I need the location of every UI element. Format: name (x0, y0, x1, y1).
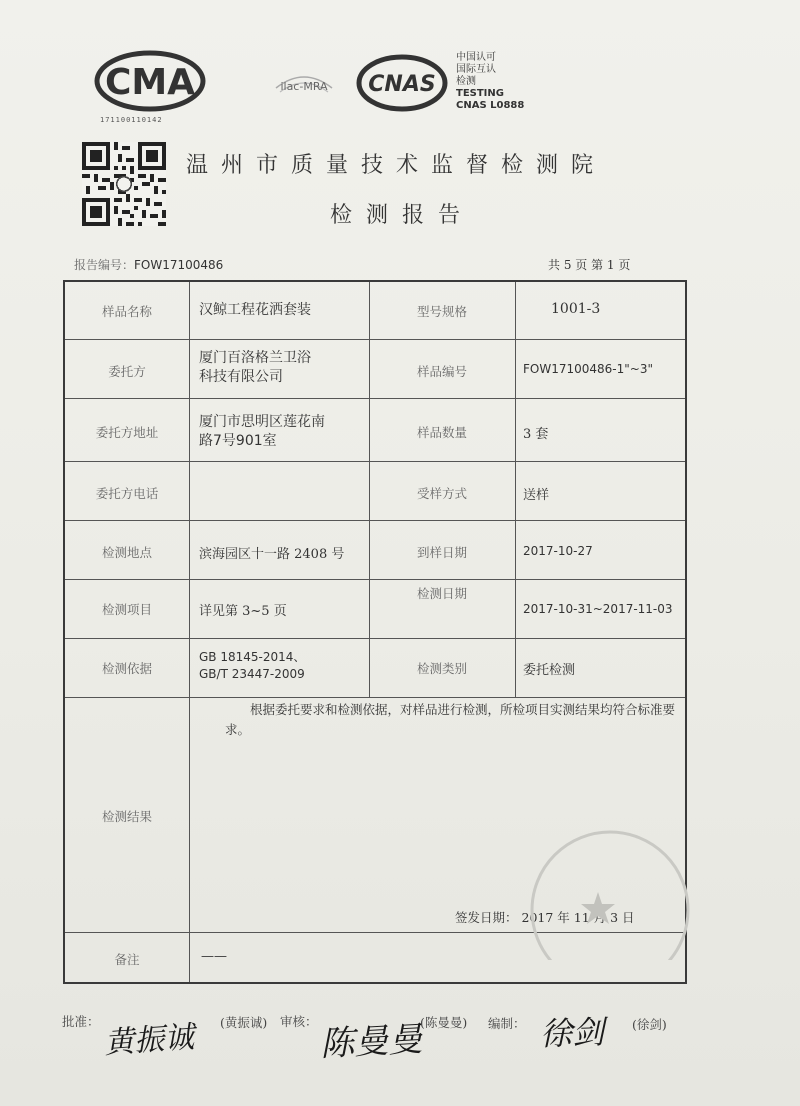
arrival-label: 到样日期 (416, 545, 467, 560)
prepare-name: (徐剑) (632, 1017, 667, 1032)
client-line2: 科技有限公司 (199, 369, 283, 385)
address-label: 委托方地址 (95, 425, 159, 440)
cnas-logo (356, 54, 448, 112)
official-seal (520, 820, 720, 960)
quantity-value: 3 套 (523, 427, 549, 442)
sample-no-value: FOW17100486-1"~3" (523, 362, 653, 376)
cma-logo (94, 50, 206, 112)
cnas-line: 检测 (456, 76, 476, 87)
row-divider (65, 579, 685, 580)
issue-date-value: 2017 年 11 月 3 日 (521, 910, 635, 925)
cnas-line: 中国认可 (456, 52, 496, 63)
review-name: (陈曼曼) (420, 1015, 468, 1030)
phone-label: 委托方电话 (95, 486, 159, 501)
row-divider (65, 697, 685, 698)
svg-text:CMA: CMA (104, 62, 196, 103)
svg-text:ilac-MRA: ilac-MRA (280, 80, 328, 93)
basis-line2: GB/T 23447-2009 (199, 667, 305, 681)
receive-value: 送样 (523, 488, 550, 503)
ilac-mra-logo (266, 66, 342, 102)
row-divider (65, 461, 685, 462)
model-value: 1001-3 (551, 301, 601, 317)
test-date-value: 2017-10-31~2017-11-03 (523, 602, 673, 616)
cnas-accreditation-text (456, 52, 524, 112)
col-divider (515, 282, 516, 697)
test-date-label: 检测日期 (416, 586, 467, 601)
qr-code[interactable] (82, 142, 166, 226)
address-line2: 路7号901室 (199, 433, 277, 449)
client-label: 委托方 (108, 364, 146, 379)
basis-line1: GB 18145-2014、 (199, 650, 306, 664)
row-divider (65, 398, 685, 399)
row-divider (65, 339, 685, 340)
svg-text:CNAS: CNAS (368, 72, 436, 97)
sample-name-label: 样品名称 (101, 304, 152, 319)
items-label: 检测项目 (101, 602, 152, 617)
basis-label: 检测依据 (101, 661, 152, 676)
cnas-line: CNAS L0888 (456, 100, 525, 111)
institution-name: 温州市质量技术监督检测院 (186, 153, 607, 178)
model-label: 型号规格 (416, 304, 467, 319)
category-label: 检测类别 (416, 661, 467, 676)
review-label: 审核： (280, 1014, 318, 1029)
cnas-line: 国际互认 (456, 64, 496, 75)
remark-value: —— (201, 949, 227, 964)
col-divider (189, 282, 190, 982)
quantity-label: 样品数量 (416, 425, 467, 440)
location-value: 滨海园区十一路 2408 号 (199, 547, 345, 562)
report-number-value: FOW17100486 (134, 258, 224, 272)
approve-label: 批准： (62, 1014, 100, 1029)
approve-name: (黄振诚) (220, 1015, 268, 1030)
sample-name-value: 汉鲸工程花洒套装 (199, 302, 311, 318)
report-number-label: 报告编号： (74, 258, 135, 272)
report-title: 检测报告 (330, 203, 475, 228)
report-number (74, 256, 223, 273)
review-signature: 陈曼曼 (319, 1019, 424, 1065)
cnas-line: TESTING (456, 88, 504, 99)
prepare-signature: 徐剑 (539, 1012, 605, 1054)
row-divider (65, 520, 685, 521)
result-label: 检测结果 (101, 809, 152, 824)
location-label: 检测地点 (101, 545, 152, 560)
receive-label: 受样方式 (416, 486, 467, 501)
client-line1: 厦门百洛格兰卫浴 (199, 350, 311, 366)
address-line1: 厦门市思明区莲花南 (199, 414, 325, 430)
sample-no-label: 样品编号 (416, 364, 467, 379)
category-value: 委托检测 (523, 663, 576, 678)
items-value: 详见第 3~5 页 (199, 604, 287, 619)
prepare-label: 编制： (488, 1016, 526, 1031)
remark-label: 备注 (114, 952, 140, 967)
arrival-value: 2017-10-27 (523, 544, 593, 558)
result-text: 根据委托要求和检测依据，对样品进行检测，所检项目实测结果均符合标准要求。 (225, 702, 676, 737)
cma-number: 171100110142 (100, 116, 163, 124)
issue-date-label: 签发日期： (455, 910, 518, 925)
approve-signature: 黄振诚 (103, 1019, 196, 1062)
row-divider (65, 638, 685, 639)
page-info: 共 5 页 第 1 页 (548, 258, 631, 272)
